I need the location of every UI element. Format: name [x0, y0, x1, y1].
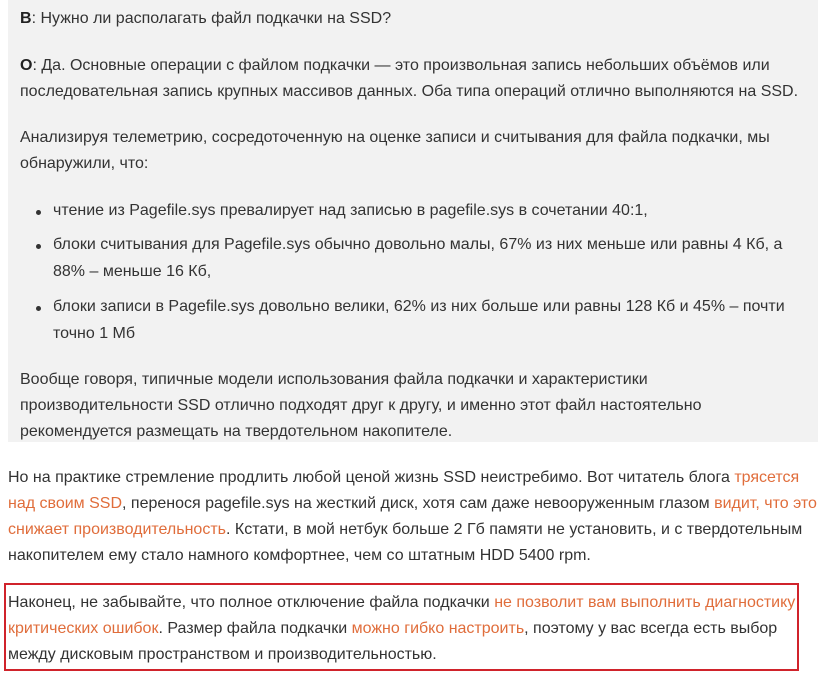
para2-line-3: между дисковым пространством и производительностью. — [8, 646, 437, 663]
answer-label: О — [20, 57, 33, 74]
telemetry-line-2: обнаружили, что: — [20, 155, 149, 172]
link-over-ssd[interactable]: над своим SSD — [8, 495, 123, 512]
bullet-2-line-2: 88% – меньше 16 Кб, — [53, 263, 212, 280]
link-reduces-performance[interactable]: снижает производительность — [8, 521, 226, 538]
link-no-diagnostics[interactable]: не позволит вам выполнить диагностику — [494, 594, 796, 611]
link-sees-that[interactable]: видит, что это — [714, 495, 817, 512]
bullet-3-line-1: блоки записи в Pagefile.sys довольно велики, 62% из них больше или равны 128 Кб и 45% – почти — [53, 298, 785, 315]
bullet-1-line-1: чтение из Pagefile.sys превалирует над записью в pagefile.sys в сочетании 40:1, — [53, 202, 648, 219]
answer-line-2: последовательная запись крупных массивов данных. Оба типа операций отлично выполняются на SSD. — [20, 83, 799, 100]
faq-quote-block — [8, 0, 818, 442]
para1-line-3: снижает производительность. Кстати, в мой нетбук больше 2 Гб памяти не установить, и с твердотельным — [8, 521, 803, 538]
telemetry-line-1: Анализируя телеметрию, сосредоточенную на оценке записи и считывания для файла подкачки, мы — [20, 129, 770, 146]
para2-line-1: Наконец, не забывайте, что полное отключение файла подкачки не позволит вам выполнить диагностику — [8, 594, 796, 611]
answer-text: : Да. Основные операции с файлом подкачки — это произвольная запись небольших объёмов или — [32, 57, 770, 74]
para1-line-2: над своим SSD, перенося pagefile.sys на жесткий диск, хотя сам даже невооруженным глазом видит, что это — [8, 495, 817, 512]
question-label: В — [20, 10, 32, 27]
link-critical-errors[interactable]: критических ошибок — [8, 620, 159, 637]
summary-line-1: Вообще говоря, типичные модели использования файла подкачки и характеристики — [20, 371, 648, 388]
para1-line-4: накопителем ему стало намного комфортнее, чем со штатным HDD 5400 rpm. — [8, 547, 591, 564]
para2-line-2: критических ошибок. Размер файла подкачки можно гибко настроить, поэтому у вас всегда есть выбор — [8, 620, 778, 637]
bullet-dot — [36, 210, 41, 215]
answer-line-1 — [20, 52, 770, 80]
link-trembling[interactable]: трясется — [734, 469, 800, 486]
bullet-2-line-1: блоки считывания для Pagefile.sys обычно довольно малы, 67% из них меньше или равны 4 Кб, а — [53, 236, 783, 253]
summary-line-3: рекомендуется размещать на твердотельном накопителе. — [20, 423, 453, 440]
link-flexible-config[interactable]: можно гибко настроить — [351, 620, 525, 637]
para1-line-1: Но на практике стремление продлить любой ценой жизнь SSD неистребимо. Вот читатель блога трясется — [8, 469, 800, 486]
summary-line-2: производительности SSD отлично подходят друг к другу, и именно этот файл настоятельно — [20, 397, 702, 414]
question-line — [20, 5, 391, 33]
bullet-dot — [36, 244, 41, 249]
highlight-box — [4, 583, 799, 671]
bullet-3-line-2: точно 1 Мб — [53, 325, 136, 342]
question-text: : Нужно ли располагать файл подкачки на SSD? — [31, 10, 392, 27]
bullet-dot — [36, 306, 41, 311]
